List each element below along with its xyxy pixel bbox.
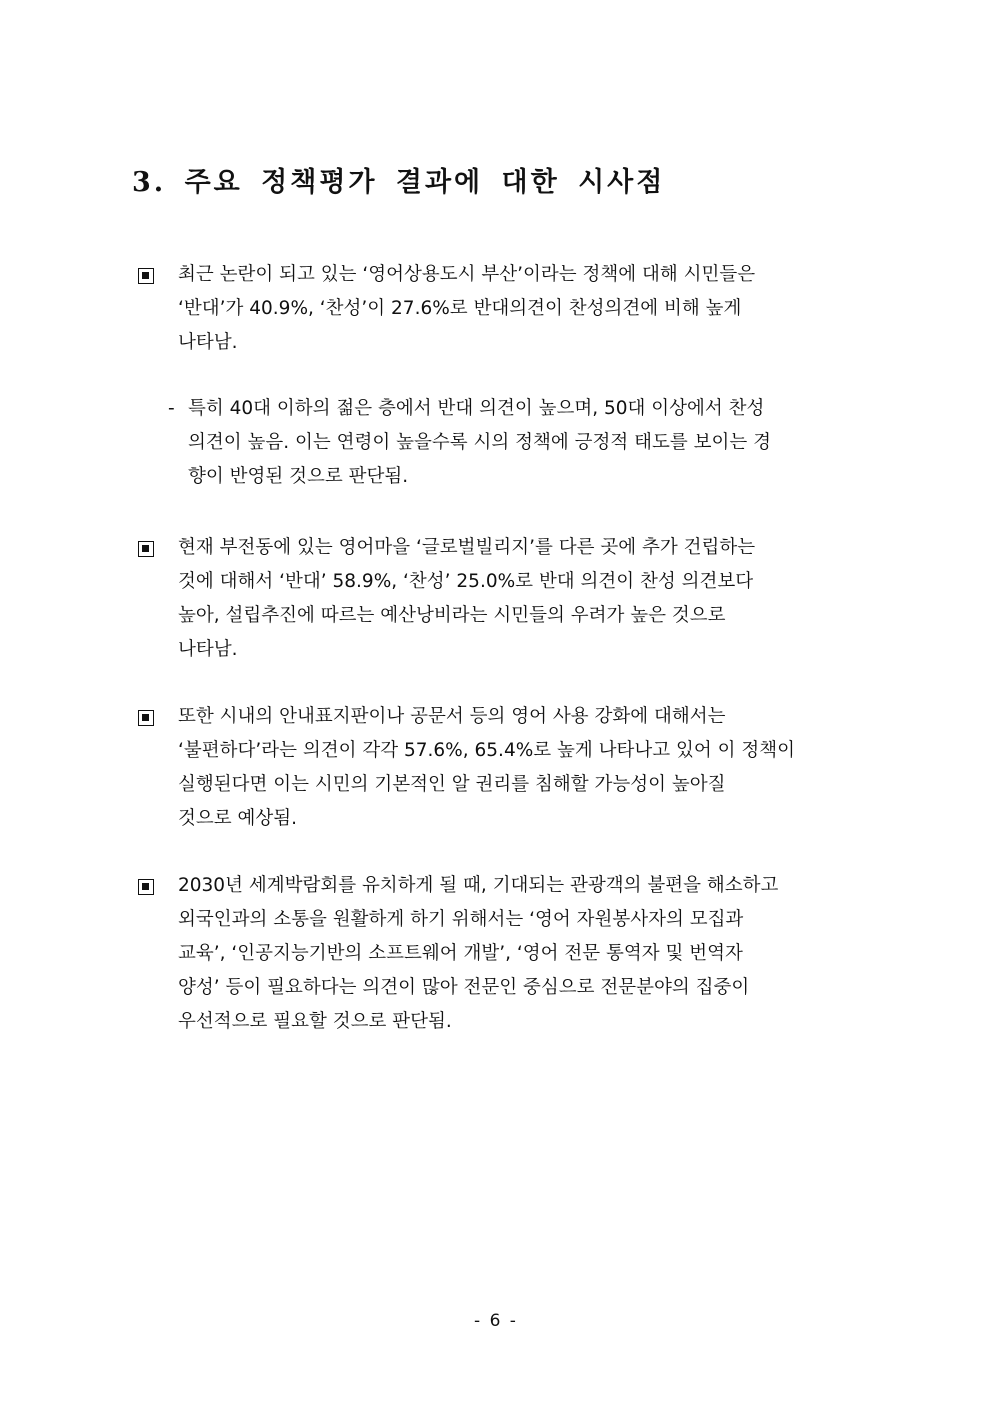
square-bullet-icon [138,710,154,726]
square-bullet-icon [138,541,154,557]
text-line: 나타남. [178,332,238,353]
text-line: 또한 시내의 안내표지판이나 공문서 등의 영어 사용 강화에 대해서는 [178,706,726,727]
text-line: 의견이 높음. 이는 연령이 높을수록 시의 정책에 긍정적 태도를 보이는 경 [188,432,771,453]
bullet-text [178,869,878,1039]
text-line: 2030년 세계박람회를 유치하게 될 때, 기대되는 관광객의 불편을 해소하고 [178,875,779,896]
bullet-text [178,700,878,836]
dash-marker: - [168,398,175,419]
text-line: 최근 논란이 되고 있는 ‘영어상용도시 부산’이라는 정책에 대해 시민들은 [178,264,756,285]
section-title: 3. 주요 정책평가 결과에 대한 시사점 [132,167,666,198]
page-number: - 6 - [474,1311,518,1331]
text-line: 것으로 예상됨. [178,808,297,829]
text-line: 우선적으로 필요할 것으로 판단됨. [178,1011,452,1032]
square-bullet-icon [138,268,154,284]
text-line: 양성’ 등이 필요하다는 의견이 많아 전문인 중심으로 전문분야의 집중이 [178,977,750,998]
square-bullet-icon [138,879,154,895]
text-line: 외국인과의 소통을 원활하게 하기 위해서는 ‘영어 자원봉사자의 모집과 [178,909,744,930]
text-line: 실행된다면 이는 시민의 기본적인 알 권리를 침해할 가능성이 높아질 [178,774,726,795]
bullet-text [178,531,878,667]
text-line: ‘불편하다’라는 의견이 각각 57.6%, 65.4%로 높게 나타나고 있어 이 정책이 [178,740,796,761]
text-line: 현재 부전동에 있는 영어마을 ‘글로벌빌리지’를 다른 곳에 추가 건립하는 [178,537,756,558]
sub-point-text [188,392,880,494]
text-line: 교육’, ‘인공지능기반의 소프트웨어 개발’, ‘영어 전문 통역자 및 번역자 [178,943,743,964]
text-line: 나타남. [178,639,238,660]
text-line: 것에 대해서 ‘반대’ 58.9%, ‘찬성’ 25.0%로 반대 의견이 찬성 의견보다 [178,571,754,592]
text-line: 높아, 설립추진에 따르는 예산낭비라는 시민들의 우려가 높은 것으로 [178,605,726,626]
text-line: ‘반대’가 40.9%, ‘찬성’이 27.6%로 반대의견이 찬성의견에 비해 높게 [178,298,742,319]
bullet-text [178,258,878,360]
text-line: 향이 반영된 것으로 판단됨. [188,466,409,487]
text-line: 특히 40대 이하의 젊은 층에서 반대 의견이 높으며, 50대 이상에서 찬성 [188,398,765,419]
